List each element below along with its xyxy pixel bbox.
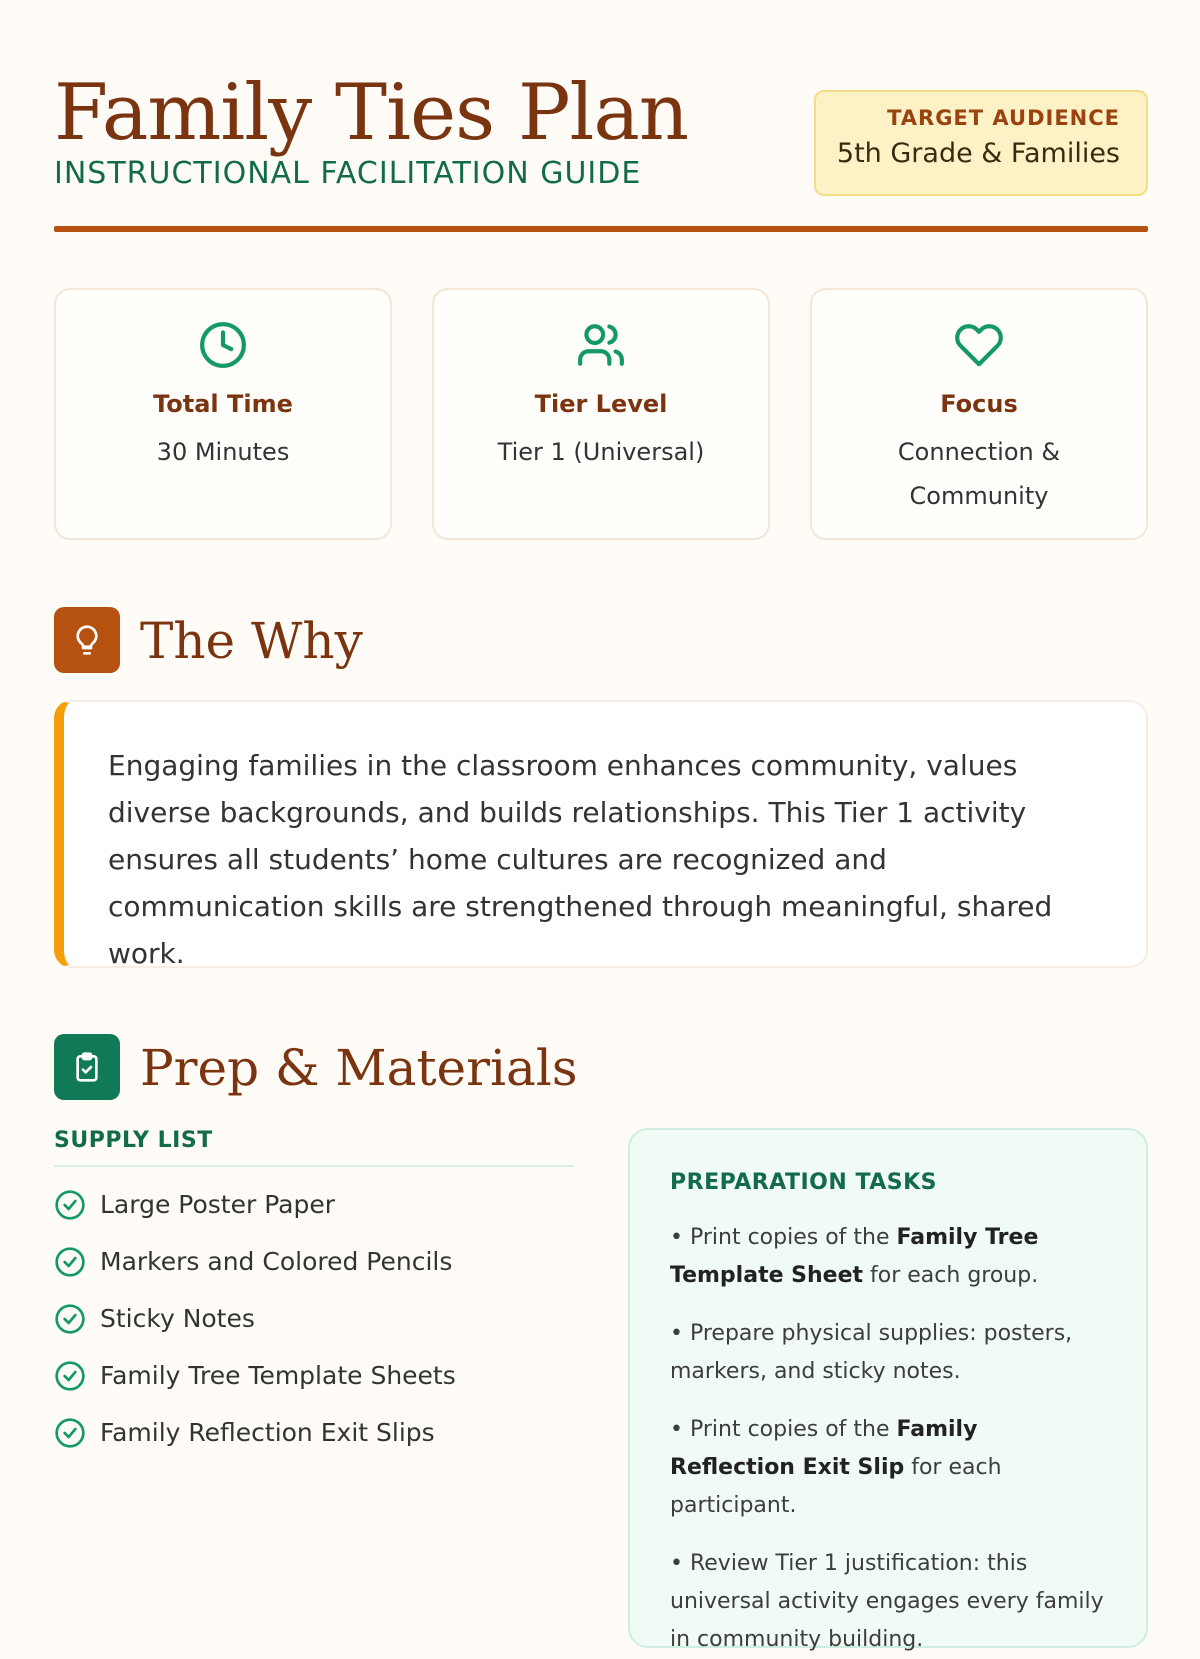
- stat-value: 30 Minutes: [156, 438, 290, 466]
- supply-list: [54, 1128, 574, 1470]
- preparation-tasks-panel: [628, 1128, 1148, 1652]
- stat-title: Total Time: [153, 390, 293, 418]
- page-subtitle: INSTRUCTIONAL FACILITATION GUIDE: [54, 156, 642, 191]
- check-circle-icon: [54, 1417, 86, 1449]
- task-text: for each group.: [863, 1263, 1039, 1288]
- task-item: [670, 1315, 1106, 1391]
- preparation-tasks-heading: PREPARATION TASKS: [670, 1170, 938, 1195]
- target-audience-badge: [814, 90, 1148, 196]
- heart-icon: [954, 320, 1004, 370]
- supply-list-heading: SUPPLY LIST: [54, 1128, 574, 1167]
- task-text: • Review Tier 1 justification: this universal activity engages every family in community building.: [670, 1551, 1104, 1652]
- supply-item-label: Sticky Notes: [100, 1304, 255, 1333]
- stat-card-focus: [810, 288, 1148, 540]
- clock-icon: [198, 320, 248, 370]
- stat-title: Focus: [940, 390, 1018, 418]
- users-icon: [576, 320, 626, 370]
- task-text: • Print copies of the: [670, 1417, 897, 1442]
- check-circle-icon: [54, 1303, 86, 1335]
- task-item: [670, 1219, 1106, 1295]
- why-text: Engaging families in the classroom enhances community, values diverse backgrounds, and builds relationships. This Tier 1 activity ensures all students’ home cultures are recognized and communication skills are strengthened through meaningful, shared work.: [108, 749, 1053, 970]
- list-item: [54, 1299, 574, 1356]
- page-title: Family Ties Plan: [54, 68, 689, 158]
- supply-item-label: Family Tree Template Sheets: [100, 1361, 456, 1390]
- stat-value: Connection & Community: [897, 438, 1061, 510]
- target-audience-value: 5th Grade & Families: [836, 138, 1120, 169]
- supply-item-label: Large Poster Paper: [100, 1190, 335, 1219]
- task-text: for each participant.: [670, 1455, 1002, 1518]
- stat-cards: [54, 288, 1148, 540]
- section-title: Prep & Materials: [140, 1039, 578, 1097]
- task-emphasis: Family Tree Template Sheet: [670, 1225, 1039, 1288]
- task-emphasis: Family Reflection Exit Slip: [670, 1417, 978, 1480]
- task-text: • Print copies of the: [670, 1225, 897, 1250]
- list-item: [54, 1185, 574, 1242]
- lightbulb-icon: [54, 607, 120, 673]
- supply-item-label: Markers and Colored Pencils: [100, 1247, 453, 1276]
- why-callout: [54, 700, 1148, 968]
- task-item: [670, 1545, 1106, 1659]
- check-circle-icon: [54, 1246, 86, 1278]
- task-item: [670, 1411, 1106, 1525]
- stat-card-total-time: [54, 288, 392, 540]
- stat-value: Tier 1 (Universal): [497, 438, 705, 466]
- check-circle-icon: [54, 1189, 86, 1221]
- header-divider: [54, 226, 1148, 232]
- check-circle-icon: [54, 1360, 86, 1392]
- stat-card-tier-level: [432, 288, 770, 540]
- list-item: [54, 1356, 574, 1413]
- stat-title: Tier Level: [534, 390, 668, 418]
- clipboard-check-icon: [54, 1034, 120, 1100]
- list-item: [54, 1242, 574, 1299]
- target-audience-label: TARGET AUDIENCE: [887, 106, 1120, 130]
- list-item: [54, 1413, 574, 1470]
- supply-item-label: Family Reflection Exit Slips: [100, 1418, 435, 1447]
- section-title: The Why: [140, 612, 363, 670]
- page-header: [54, 60, 1148, 232]
- task-text: • Prepare physical supplies: posters, markers, and sticky notes.: [670, 1321, 1073, 1384]
